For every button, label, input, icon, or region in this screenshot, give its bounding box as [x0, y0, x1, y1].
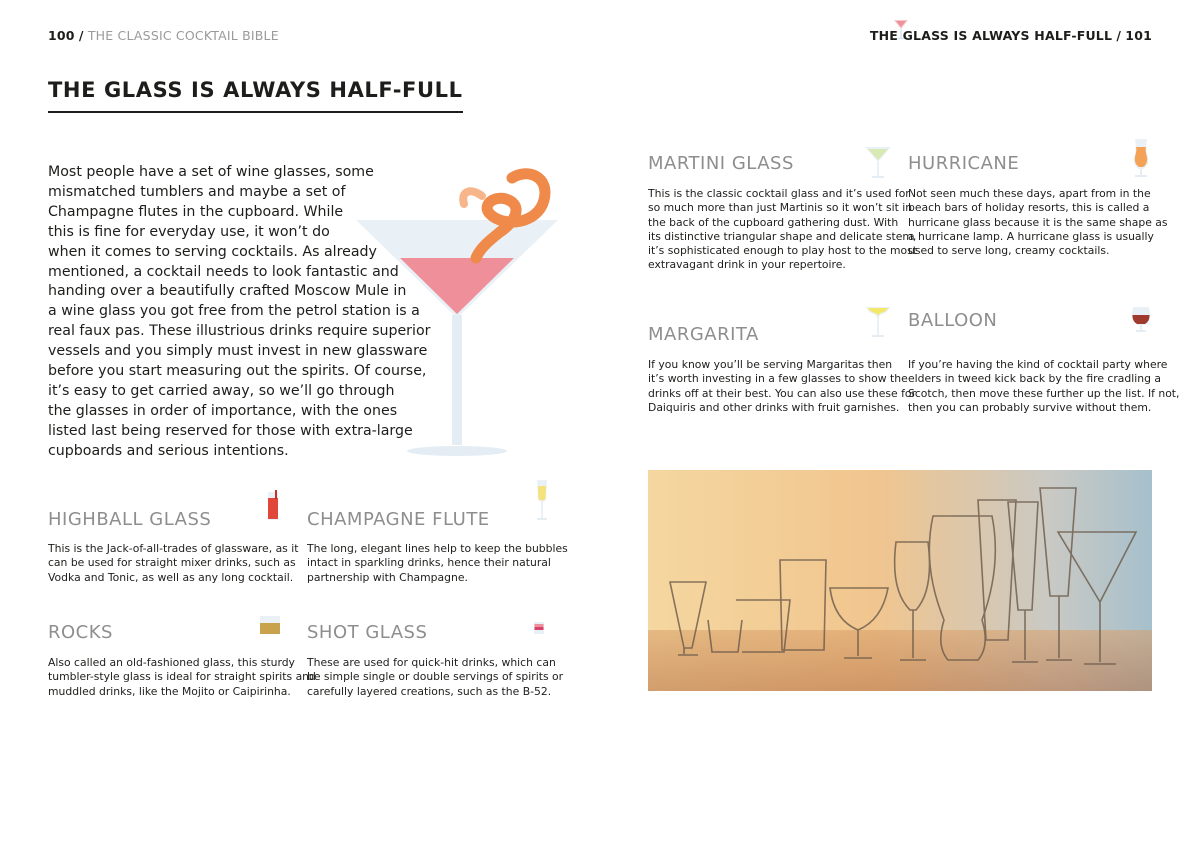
rocks-description: [48, 656, 316, 699]
description-line: If you know you’ll be serving Margaritas then: [648, 358, 893, 371]
description-line: elders in tweed kick back by the fire cradling a: [908, 372, 1161, 386]
description-line: If you’re having the kind of cocktail party where: [908, 358, 1168, 371]
rocks-glass-icon: [259, 614, 281, 636]
description-line: the back of the cupboard gathering dust. With: [648, 215, 899, 229]
description-line: a hurricane lamp. A hurricane glass is usually: [908, 229, 1154, 243]
hurricane-description: [908, 187, 1168, 258]
glassware-collection-photo: [648, 470, 1152, 691]
martini-glass-description: [648, 187, 917, 273]
intro-line: vessels and you simply must invest in new glassware: [48, 343, 428, 360]
martini-glass-icon: [864, 145, 892, 179]
balloon-heading: BALLOON: [908, 310, 998, 331]
highball-description: [48, 542, 298, 585]
margarita-description: [648, 358, 916, 415]
description-line: so much more than just Martinis so it won’t sit in: [648, 201, 913, 215]
right-page-number: 101: [1125, 28, 1152, 43]
description-line: intact in sparkling drinks, hence their natural: [307, 556, 551, 570]
description-line: drinks off at their best. You can also use these for: [648, 386, 916, 400]
description-line: Scotch, then move these further up the list. If not,: [908, 386, 1180, 400]
rocks-heading: ROCKS: [48, 622, 113, 643]
description-line: This is the classic cocktail glass and it’s used for: [648, 187, 910, 200]
intro-line: mentioned, a cocktail needs to look fantastic and: [48, 263, 399, 280]
intro-line: the glasses in order of importance, with the ones: [48, 402, 398, 419]
description-line: These are used for quick-hit drinks, which can: [307, 656, 556, 669]
header-separator: /: [78, 28, 84, 43]
intro-line: cupboards and serious intentions.: [48, 442, 289, 459]
intro-line: handing over a beautifully crafted Moscow Mule in: [48, 283, 407, 300]
left-running-header: [48, 28, 279, 43]
description-line: it’s worth investing in a few glasses to show the: [648, 372, 908, 386]
description-line: it’s sophisticated enough to play host to the most: [648, 244, 917, 258]
header-separator-right: /: [1116, 28, 1122, 43]
description-line: used to serve long, creamy cocktails.: [908, 244, 1110, 258]
right-running-header: [870, 28, 1152, 43]
intro-paragraph: [48, 163, 431, 462]
martini-glass-heading: MARTINI GLASS: [648, 153, 794, 174]
book-title: THE CLASSIC COCKTAIL BIBLE: [87, 28, 279, 43]
intro-line: Champagne flutes in the cupboard. While: [48, 203, 344, 220]
description-line: carefully layered creations, such as the B-52.: [307, 684, 552, 698]
intro-line: it’s easy to get carried away, so we’ll go through: [48, 382, 395, 399]
description-line: partnership with Champagne.: [307, 570, 468, 584]
hurricane-heading: HURRICANE: [908, 153, 1020, 174]
champagne-flute-icon: [533, 478, 551, 522]
champagne-flute-heading: CHAMPAGNE FLUTE: [307, 509, 490, 530]
description-line: This is the Jack-of-all-trades of glassware, as it: [48, 542, 299, 555]
description-line: can be used for straight mixer drinks, such as: [48, 556, 296, 570]
intro-line: before you start measuring out the spirits. Of course,: [48, 363, 427, 380]
intro-line: listed last being reserved for those with extra-large: [48, 422, 413, 439]
description-line: The long, elegant lines help to keep the bubbles: [307, 542, 568, 555]
cosmopolitan-martini-illustration: [352, 158, 562, 460]
page-title: THE GLASS IS ALWAYS HALF-FULL: [48, 78, 463, 113]
balloon-description: [908, 358, 1179, 415]
shot-glass-icon: [533, 620, 545, 636]
description-line: Vodka and Tonic, as well as any long cocktail.: [48, 570, 294, 584]
right-section-title: THE GLASS IS ALWAYS HALF-FULL: [869, 28, 1113, 43]
description-line: its distinctive triangular shape and delicate stem,: [648, 229, 917, 243]
intro-line: real faux pas. These illustrious drinks require superior: [48, 323, 431, 340]
description-line: extravagant drink in your repertoire.: [648, 258, 846, 272]
description-line: tumbler-style glass is ideal for straight spirits and: [48, 670, 316, 684]
description-line: hurricane glass because it is the same shape as: [908, 215, 1168, 229]
description-line: muddled drinks, like the Mojito or Caipirinha.: [48, 684, 291, 698]
intro-line: when it comes to serving cocktails. As already: [48, 243, 377, 260]
description-line: Daiquiris and other drinks with fruit garnishes.: [648, 400, 900, 414]
description-line: beach bars of holiday resorts, this is called a: [908, 201, 1150, 215]
hurricane-glass-icon: [1130, 137, 1152, 179]
description-line: be simple single or double servings of spirits or: [307, 670, 564, 684]
intro-line: Most people have a set of wine glasses, some: [48, 164, 374, 180]
champagne-flute-description: [307, 542, 568, 585]
intro-line: mismatched tumblers and maybe a set of: [48, 183, 346, 200]
balloon-glass-icon: [1130, 305, 1152, 333]
margarita-heading: MARGARITA: [648, 324, 759, 345]
description-line: Not seen much these days, apart from in the: [908, 187, 1151, 200]
intro-line: a wine glass you got free from the petrol station is a: [48, 303, 420, 320]
description-line: Also called an old-fashioned glass, this sturdy: [48, 656, 295, 669]
shot-glass-description: [307, 656, 563, 699]
intro-line: this is fine for everyday use, it won’t do: [48, 223, 330, 240]
highball-glass-icon: [265, 490, 281, 522]
description-line: then you can probably survive without them.: [908, 400, 1152, 414]
margarita-glass-icon: [864, 305, 892, 339]
left-page-number: 100: [48, 28, 75, 43]
shot-glass-heading: SHOT GLASS: [307, 622, 428, 643]
highball-heading: HIGHBALL GLASS: [48, 509, 212, 530]
